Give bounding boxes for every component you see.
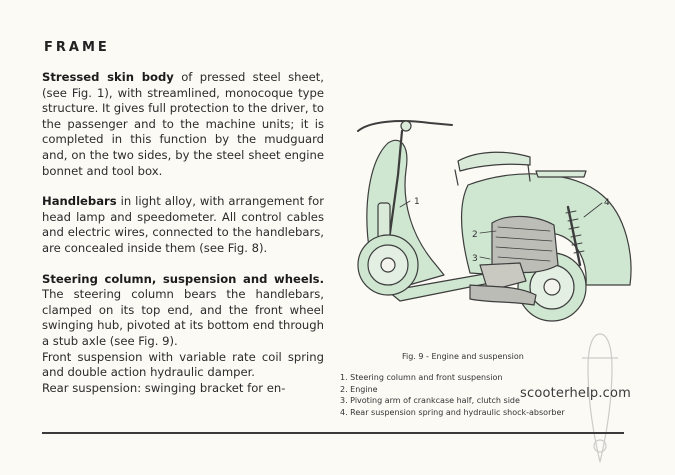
figure-caption: Fig. 9 - Engine and suspension (402, 352, 524, 361)
section-heading: FRAME (44, 40, 110, 55)
callout-2: 2 (472, 230, 478, 240)
term-body: Stressed skin body (42, 70, 174, 84)
watermark-text: scooterhelp.com (520, 386, 632, 401)
text-column (42, 70, 324, 396)
legend-item: 2. Engine (340, 384, 378, 394)
paragraph-body-text: of pressed steel sheet, (see Fig. 1), with streamlined, monocoque type structure. It gives full protection to the driver, to the passenger and to the machine units; it is completed in this function by the mudguard and, on the two sides, by the steel sheet engine bonnet and tool box. (42, 70, 324, 178)
paragraph-handlebars (42, 194, 324, 256)
callout-1: 1 (414, 197, 420, 207)
seat (458, 152, 530, 171)
bottom-rule (42, 432, 624, 434)
callout-3: 3 (472, 254, 478, 264)
rear-rack (536, 171, 586, 177)
paragraph-handlebars-text: in light alloy, with arrangement for head lamp and speedometer. All control cables and electric wires, connected to the handlebars, are concealed inside them (see Fig. 8). (42, 194, 324, 255)
paragraph-steering (42, 272, 324, 350)
paragraph-rear-suspension: Rear suspension: swinging bracket for en- (42, 380, 286, 395)
paragraph-front-suspension: Front suspension with variable rate coil spring and double action hydraulic damper. (42, 349, 324, 380)
scooter-illustration (340, 115, 640, 350)
paragraph-body (42, 70, 324, 179)
term-handlebars: Handlebars (42, 194, 117, 209)
legend-item: 4. Rear suspension spring and hydraulic shock-absorber (340, 407, 565, 417)
legend-item: 1. Steering column and front suspension (340, 373, 503, 382)
paragraph-steering-text: The steering column bears the handlebars, clamped on its top end, and the front wheel swinging hub, pivoted at its bottom end through a stub axle (see Fig. 9). (42, 287, 324, 348)
legend-item: 3. Pivoting arm of crankcase half, clutch side (340, 396, 520, 405)
term-steering: Steering column, suspension and wheels. (42, 271, 324, 286)
callout-4: 4 (604, 198, 610, 208)
